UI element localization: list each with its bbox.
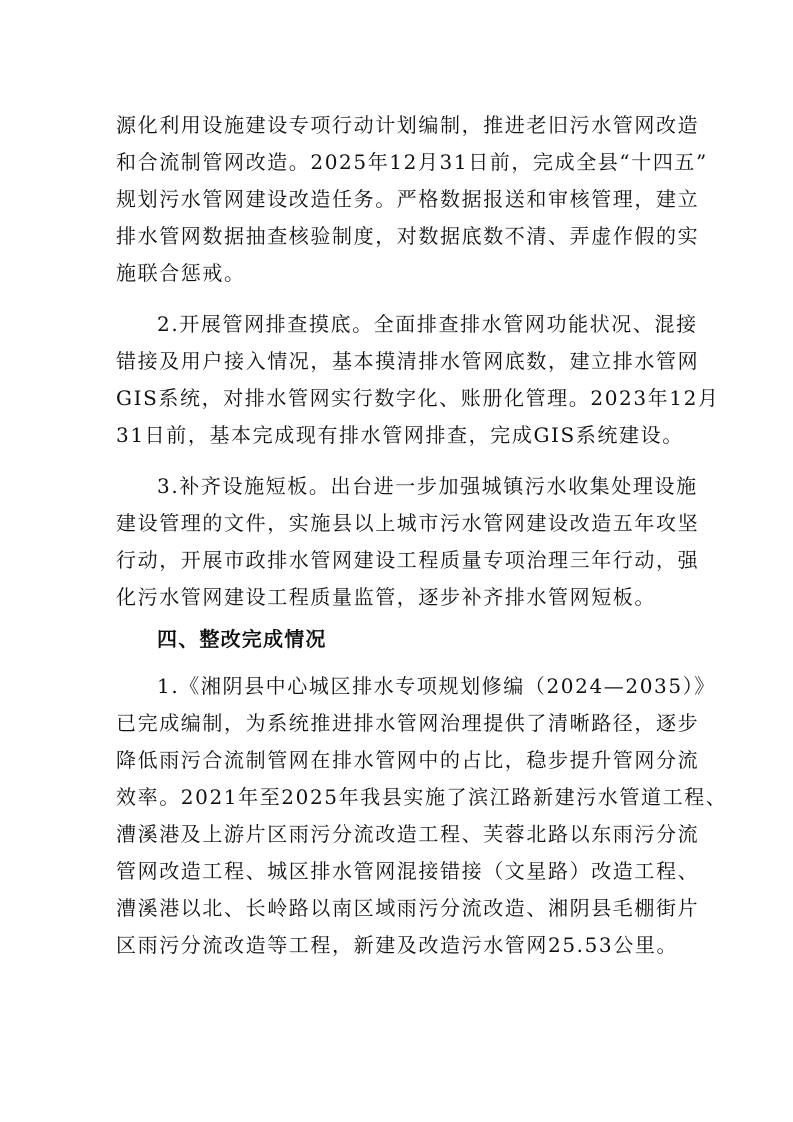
text-line: 行动，开展市政排水管网建设工程质量专项治理三年行动，强 (116, 548, 700, 572)
text-line: 3.补齐设施短板。出台进一步加强城镇污水收集处理设施 (157, 474, 698, 498)
text-line: 1.《湘阴县中心城区排水专项规划修编（2024—2035）》 (157, 674, 716, 698)
text-line: 建设管理的文件，实施县以上城市污水管网建设改造五年攻坚 (116, 511, 700, 535)
text-line: 2.开展管网排查摸底。全面排查排水管网功能状况、混接 (157, 312, 698, 336)
section-heading: 四、整改完成情况 (157, 627, 327, 651)
text-line: 排水管网数据抽查核验制度，对数据底数不清、弄虚作假的实 (116, 224, 700, 248)
text-line: 降低雨污合流制管网在排水管网中的占比，稳步提升管网分流 (116, 748, 700, 772)
text-line: 已完成编制，为系统推进排水管网治理提供了清晰路径，逐步 (116, 711, 700, 735)
text-line: 和合流制管网改造。2025年12月31日前，完成全县“十四五” (116, 150, 708, 174)
text-line: 施联合惩戒。 (116, 261, 246, 285)
text-line: 漕溪港以北、长岭路以南区域雨污分流改造、湘阴县毛棚街片 (116, 896, 700, 920)
text-line: 31日前，基本完成现有排水管网排查，完成GIS系统建设。 (116, 423, 684, 447)
text-line: 效率。2021年至2025年我县实施了滨江路新建污水管道工程、 (116, 785, 728, 809)
text-line: 源化利用设施建设专项行动计划编制，推进老旧污水管网改造 (116, 113, 700, 137)
text-line: 化污水管网建设工程质量监管，逐步补齐排水管网短板。 (116, 585, 656, 609)
text-line: 规划污水管网建设改造任务。严格数据报送和审核管理，建立 (116, 187, 700, 211)
text-line: 错接及用户接入情况，基本摸清排水管网底数，建立排水管网 (116, 349, 700, 373)
text-line: 漕溪港及上游片区雨污分流改造工程、芙蓉北路以东雨污分流 (116, 822, 700, 846)
text-line: GIS系统，对排水管网实行数字化、账册化管理。2023年12月 (116, 386, 720, 410)
text-line: 区雨污分流改造等工程，新建及改造污水管网25.53公里。 (116, 933, 679, 957)
text-line: 管网改造工程、城区排水管网混接错接（文星路）改造工程、 (116, 859, 700, 883)
